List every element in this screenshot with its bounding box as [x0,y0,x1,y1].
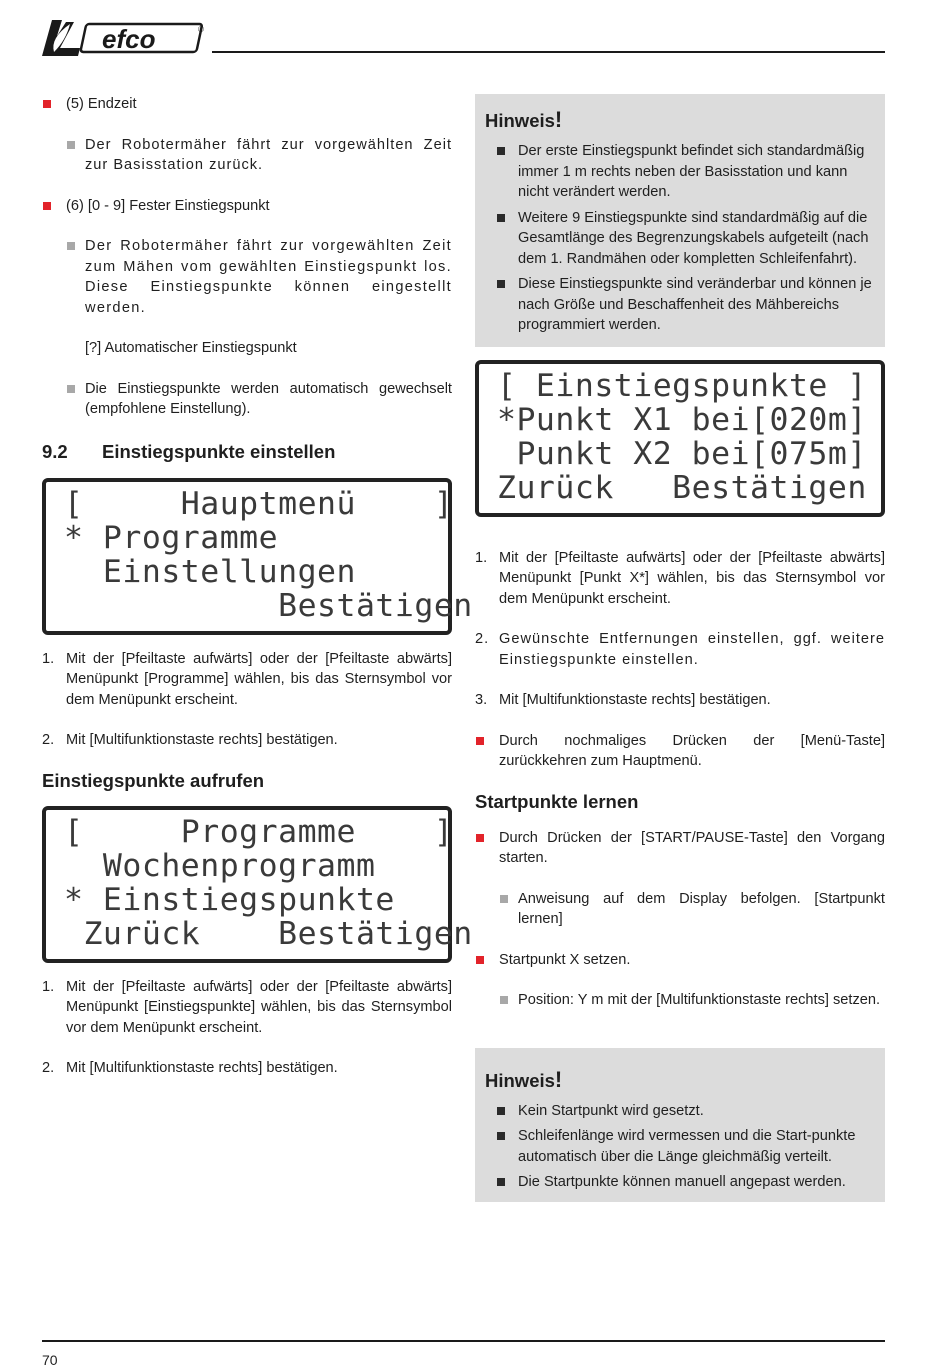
note-item: Die Startpunkte können manuell angepast werden. [485,1172,875,1193]
bullet-automatic-detail: Die Einstiegspunkte werden automatisch gewechselt (empfohlene Einstellung). [42,379,452,420]
bullet-fester-detail: Der Robotermäher fährt zur vorgewählten Zeit zum Mähen vom gewählten Einstiegspunkt los. Diese Einstiegspunkte können eingestellt werden. [42,236,452,318]
lcd-row: [ Hauptmenü ] [64,485,454,522]
bullet-set-startpoint: Startpunkt X setzen. [475,950,885,971]
note-item: Der erste Einstiegspunkt befindet sich standardmäßig immer 1 m rechts neben der Basisstation und kann nicht verändert werden. [485,141,875,203]
note-item: Diese Einstiegspunkte sind veränderbar und können je nach Größe und Beschaffenheit des Mähbereichs programmiert werden. [485,274,875,336]
lcd-row: * Einstiegspunkte [64,881,395,918]
bullet-return-main-menu: Durch nochmaliges Drücken der [Menü-Taste] zurückkehren zum Hauptmenü. [475,731,885,772]
step-number: 2. [42,1060,55,1076]
step-item [42,1058,452,1079]
lcd-row: Einstellungen [64,553,356,590]
note-title: Hinweis! [485,1066,563,1092]
step-item [42,730,452,751]
lcd-row: *Punkt X1 bei[020m] [497,401,867,438]
lcd-row: [ Einstiegspunkte ] [497,367,867,404]
step-number: 2. [42,732,55,748]
step-item [475,629,885,670]
lcd-row: Zurück Bestätigen [64,915,473,952]
step-text: Mit [Multifunktionstaste rechts] bestätigen. [66,732,338,748]
lcd-row: Zurück Bestätigen [497,469,867,506]
right-column [475,94,885,1202]
header-rule [212,51,885,53]
bullet-endzeit: (5) Endzeit [42,94,452,115]
note-title: Hinweis! [485,107,563,132]
step-text: Gewünschte Entfernungen einstellen, ggf. weitere Einstiegspunkte einstellen. [499,631,885,668]
bullet-start: Durch Drücken der [START/PAUSE-Taste] den Vorgang starten. [475,828,885,869]
bullet-set-detail: Position: Y m mit der [Multifunktionstaste rechts] setzen. [475,990,885,1011]
step-number: 1. [42,978,55,995]
note-item: Schleifenlänge wird vermessen und die Start-punkte automatisch über die Länge gleichmäßig verteilt. [485,1126,875,1167]
lcd-einstiegspunkte [475,360,885,517]
step-text: Mit der [Pfeiltaste aufwärts] oder der [Pfeiltaste abwärts] Menüpunkt [Punkt X*] wählen, bis das Sternsymbol vor dem Menüpunkt erscheint. [499,549,885,607]
step-number: 1. [475,549,488,566]
step-item [475,548,885,610]
lcd-hauptmenu [42,478,473,635]
lcd-row: Bestätigen [64,587,473,624]
step-item [42,649,452,711]
subheading-einstiegspunkte-aufrufen: Einstiegspunkte aufrufen [42,769,265,791]
bullet-endzeit-detail: Der Robotermäher fährt zur vorgewählten Zeit zur Basisstation zurück. [42,135,452,176]
step-text: Mit [Multifunktionstaste rechts] bestätigen. [66,1060,338,1076]
footer-rule [42,1340,885,1342]
bullet-fester-einstiegspunkt: (6) [0 - 9] Fester Einstiegspunkt [42,196,452,217]
lcd-programme [42,806,473,963]
bullet-start-detail: Anweisung auf dem Display befolgen. [Startpunkt lernen] [475,889,885,930]
lcd-row: [ Programme ] [64,813,454,850]
left-column [42,94,473,1079]
step-text: Mit der [Pfeiltaste aufwärts] oder der [Pfeiltaste abwärts] Menüpunkt [Einstiegspunkte] wählen, bis das Sternsymbol vor dem Menüpunkt erscheint. [66,978,452,1036]
lcd-row: Punkt X2 bei[075m] [497,435,867,472]
section-heading [42,440,452,464]
step-number: 1. [42,650,55,667]
step-number: 2. [475,631,490,647]
note-item: Weitere 9 Einstiegspunkte sind standardmäßig auf die Gesamtlänge des Begrenzungskabels aufgeteilt (nach dem 1. Randmähen oder kompletten Schleifenfahrt). [485,208,875,270]
page-number: 70 [42,1352,58,1368]
step-item [42,977,452,1039]
logo-text: efco [102,24,156,54]
step-text: Mit der [Pfeiltaste aufwärts] oder der [Pfeiltaste abwärts] Menüpunkt [Programme] wählen, bis das Sternsymbol vor dem Menüpunkt erscheint. [66,650,452,708]
note-box-startpunkte [475,1048,885,1202]
step-number: 3. [475,692,488,708]
lcd-row: * Programme [64,519,279,556]
logo-registered-mark: ® [198,25,204,34]
note-box-einstiegspunkte [475,94,885,347]
step-text: Mit [Multifunktionstaste rechts] bestätigen. [499,692,771,708]
subheading-startpunkte-lernen: Startpunkte lernen [475,790,639,812]
section-title: Einstiegspunkte einstellen [102,440,336,462]
automatic-entry-point: [?] Automatischer Einstiegspunkt [85,340,297,356]
lcd-row: Wochenprogramm [64,847,376,884]
section-number: 9.2 [42,440,68,462]
step-item [475,690,885,711]
efco-logo [40,16,210,58]
note-item: Kein Startpunkt wird gesetzt. [485,1101,875,1122]
